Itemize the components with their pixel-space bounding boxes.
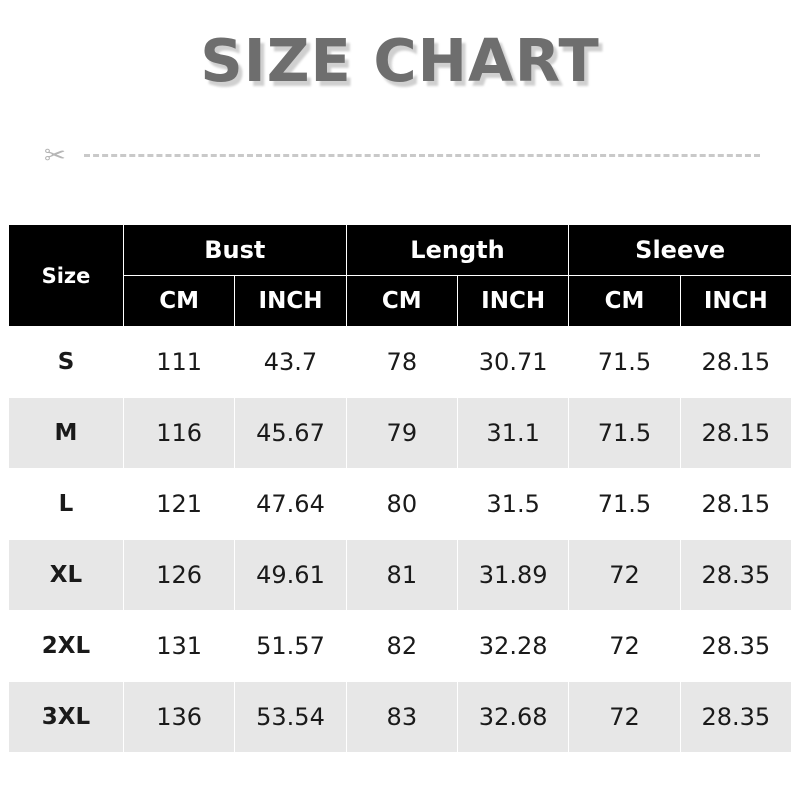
column-header-sleeve-inch: INCH	[680, 276, 791, 327]
column-header-length-cm: CM	[346, 276, 457, 327]
cell-sleeve-cm: 72	[569, 682, 680, 753]
cell-length-inch: 32.68	[457, 682, 568, 753]
cell-sleeve-inch: 28.15	[680, 327, 791, 398]
cell-length-cm: 81	[346, 540, 457, 611]
cell-size: M	[9, 398, 124, 469]
cell-sleeve-inch: 28.35	[680, 540, 791, 611]
cell-length-inch: 32.28	[457, 611, 568, 682]
column-header-length-inch: INCH	[457, 276, 568, 327]
cell-bust-inch: 51.57	[235, 611, 346, 682]
cut-line	[40, 138, 760, 172]
dashed-divider	[84, 154, 760, 157]
column-group-header-length: Length	[346, 225, 569, 276]
cell-bust-cm: 126	[124, 540, 235, 611]
cell-size: 2XL	[9, 611, 124, 682]
cell-bust-cm: 111	[124, 327, 235, 398]
cell-bust-inch: 43.7	[235, 327, 346, 398]
cell-length-cm: 83	[346, 682, 457, 753]
cell-length-cm: 82	[346, 611, 457, 682]
cell-size: S	[9, 327, 124, 398]
cell-bust-inch: 45.67	[235, 398, 346, 469]
column-group-header-sleeve: Sleeve	[569, 225, 792, 276]
cell-size: 3XL	[9, 682, 124, 753]
cell-length-inch: 31.89	[457, 540, 568, 611]
column-header-bust-cm: CM	[124, 276, 235, 327]
cell-length-inch: 30.71	[457, 327, 568, 398]
cell-size: L	[9, 469, 124, 540]
table-row	[9, 682, 792, 753]
cell-size: XL	[9, 540, 124, 611]
cell-length-cm: 78	[346, 327, 457, 398]
column-header-bust-inch: INCH	[235, 276, 346, 327]
scissors-icon: ✂	[44, 140, 66, 170]
column-header-sleeve-cm: CM	[569, 276, 680, 327]
cell-sleeve-cm: 72	[569, 540, 680, 611]
cell-bust-cm: 136	[124, 682, 235, 753]
cell-bust-inch: 47.64	[235, 469, 346, 540]
cell-sleeve-cm: 72	[569, 611, 680, 682]
cell-length-cm: 79	[346, 398, 457, 469]
table-row	[9, 398, 792, 469]
size-chart-table	[8, 224, 792, 753]
table-header-row-groups	[9, 225, 792, 276]
cell-bust-cm: 131	[124, 611, 235, 682]
cell-bust-cm: 116	[124, 398, 235, 469]
page-title-container	[0, 26, 800, 95]
size-chart-table-container	[8, 224, 792, 753]
page-title: SIZE CHART	[200, 26, 600, 95]
cell-length-inch: 31.1	[457, 398, 568, 469]
table-header	[9, 225, 792, 327]
table-row	[9, 540, 792, 611]
table-body	[9, 327, 792, 753]
column-header-size: Size	[9, 225, 124, 327]
cell-sleeve-cm: 71.5	[569, 469, 680, 540]
cell-sleeve-inch: 28.15	[680, 469, 791, 540]
cell-sleeve-cm: 71.5	[569, 327, 680, 398]
table-header-row-units	[9, 276, 792, 327]
column-group-header-bust: Bust	[124, 225, 347, 276]
cell-length-cm: 80	[346, 469, 457, 540]
table-row	[9, 611, 792, 682]
table-row	[9, 327, 792, 398]
cell-bust-cm: 121	[124, 469, 235, 540]
cell-bust-inch: 53.54	[235, 682, 346, 753]
cell-bust-inch: 49.61	[235, 540, 346, 611]
cell-sleeve-inch: 28.35	[680, 682, 791, 753]
table-row	[9, 469, 792, 540]
cell-sleeve-cm: 71.5	[569, 398, 680, 469]
cell-length-inch: 31.5	[457, 469, 568, 540]
cell-sleeve-inch: 28.35	[680, 611, 791, 682]
cell-sleeve-inch: 28.15	[680, 398, 791, 469]
